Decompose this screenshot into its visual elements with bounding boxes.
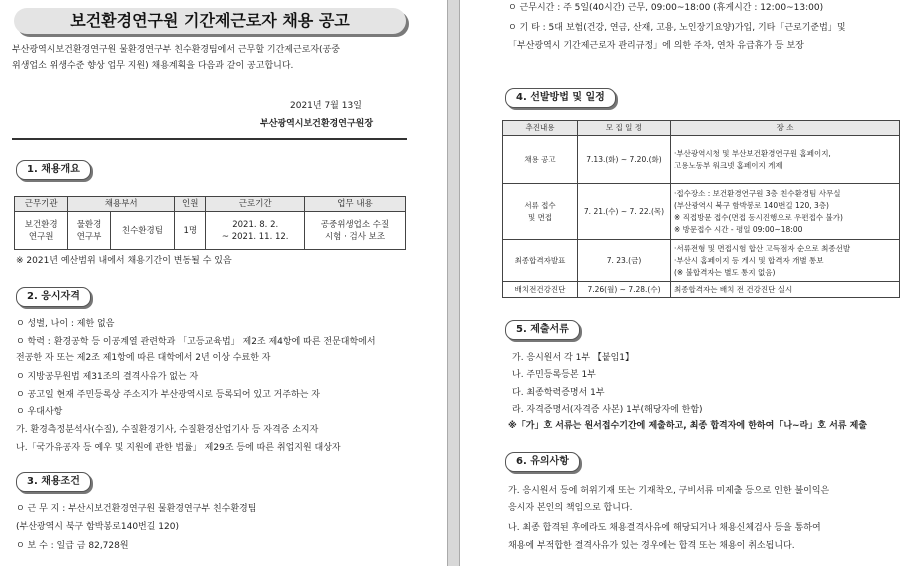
- caution-line: 가. 응시원서 등에 허위기재 또는 기재착오, 구비서류 미제출 등으로 인한 불이익은: [508, 486, 830, 496]
- table-cell: 7. 21.(수) ~ 7. 22.(목): [578, 184, 671, 240]
- table-cell: 보건환경 연구원: [15, 212, 68, 250]
- qual-line: 나.「국가유공자 등 예우 및 지원에 관한 법률」 제29조 등에 따른 취업지원 대상자: [16, 443, 341, 453]
- table-cell: 배치전건강진단: [503, 282, 578, 298]
- table-cell: 7.13.(화) ~ 7.20.(화): [578, 136, 671, 184]
- qual-line: ㅇ 학력 : 환경공학 등 이공계열 관련학과 「고등교육법」 제2조 제4항에 따른 전문대학에서: [16, 337, 376, 347]
- condition-line: (부산광역시 북구 함박봉로140번길 120): [16, 522, 179, 532]
- note-budget: ※ 2021년 예산범위 내에서 채용기간이 변동될 수 있음: [16, 256, 232, 266]
- section-heading-conditions: 3. 채용조건: [16, 472, 91, 492]
- notice-title: 보건환경연구원 기간제근로자 채용 공고: [14, 8, 406, 34]
- document-page-right: [460, 0, 908, 566]
- caution-line: 채용에 부적합한 결격사유가 있는 경우에는 합격 또는 채용이 취소됩니다.: [508, 541, 795, 551]
- section-heading-cautions: 6. 유의사항: [505, 452, 580, 472]
- table-header: 근무기관: [15, 197, 68, 212]
- qual-line: ㅇ 성별, 나이 : 제한 없음: [16, 319, 115, 329]
- document-item: 다. 최종학력증명서 1부: [512, 388, 605, 398]
- table-cell: 7.26(월) ~ 7.28.(수): [578, 282, 671, 298]
- etc-line-1: ㅇ 기 타 : 5대 보험(건강, 연금, 산재, 고용, 노인장기요양)가입, 기타「근로기준법」및: [508, 23, 846, 33]
- table-cell: ·부산광역시청 및 부산보건환경연구원 홈페이지, 고용노동부 워크넷 홈페이지 게제: [671, 136, 900, 184]
- table-cell: ·서류전형 및 면접시험 합산 고득점자 순으로 최종선발 ·부산시 홈페이지 등 게시 및 합격자 개별 통보 (※ 불합격자는 별도 통지 없음): [671, 240, 900, 282]
- table-header: 근로기간: [206, 197, 305, 212]
- condition-line: ㅇ 근 무 지 : 부산시보건환경연구원 물환경연구부 친수환경팀: [16, 504, 257, 514]
- qual-line: ㅇ 우대사항: [16, 407, 63, 417]
- documents-note: ※「가」호 서류는 원서접수기간에 제출하고, 최종 합격자에 한하여「나~라」호 서류 제출: [508, 421, 867, 431]
- schedule-table: [502, 120, 900, 298]
- etc-line-2: 「부산광역시 기간제근로자 관리규정」에 의한 주차, 연차 유급휴가 등 보장: [508, 41, 804, 51]
- table-cell: 물환경 연구부: [68, 212, 110, 250]
- table-header: 업무 내용: [305, 197, 406, 212]
- condition-line: ㅇ 보 수 : 일급 금 82,728원: [16, 541, 129, 551]
- caution-line: 나. 최종 합격된 후에라도 채용결격사유에 해당되거나 채용신체검사 등을 통하여: [508, 523, 821, 533]
- document-item: 가. 응시원서 각 1부 【붙임1】: [512, 353, 635, 363]
- table-header: 채용부서: [68, 197, 175, 212]
- table-cell: ·접수장소 : 보건환경연구원 3층 친수환경팀 사무실 (부산광역시 북구 함박봉로 140번길 120, 3층) ※ 직접방문 접수(면접 동시진행으로 우편접수 불가) ※ 방문접수 시간 - 평일 09:00~18:00: [671, 184, 900, 240]
- section-heading-qualifications: 2. 응시자격: [16, 287, 91, 307]
- work-hours: ㅇ 근무시간 : 주 5일(40시간) 근무, 09:00~18:00 (휴게시간 : 12:00~13:00): [508, 3, 824, 13]
- table-cell: 최종합격자는 배치 전 건강진단 실시: [671, 282, 900, 298]
- table-cell: 2021. 8. 2. ~ 2021. 11. 12.: [206, 212, 305, 250]
- table-header: 인원: [175, 197, 206, 212]
- table-cell: 서류 접수 및 면접: [503, 184, 578, 240]
- qual-line: ㅇ 공고일 현재 주민등록상 주소지가 부산광역시로 등록되어 있고 거주하는 자: [16, 390, 320, 400]
- section-heading-overview: 1. 채용개요: [16, 160, 91, 180]
- divider: [12, 138, 407, 140]
- table-cell: 7. 23.(금): [578, 240, 671, 282]
- table-cell: 1명: [175, 212, 206, 250]
- document-page-left: [0, 0, 447, 566]
- table-header: 추진내용: [503, 121, 578, 136]
- qual-line: 가. 환경측정분석사(수질), 수질환경기사, 수질환경산업기사 등 자격증 소지자: [16, 425, 319, 435]
- page-gap-scrollbar[interactable]: [447, 0, 460, 566]
- table-cell: 채용 공고: [503, 136, 578, 184]
- notice-date: 2021년 7월 13일: [290, 101, 362, 111]
- notice-issuer: 부산광역시보건환경연구원장: [260, 119, 374, 129]
- table-header: 장 소: [671, 121, 900, 136]
- table-cell: 최종합격자발표: [503, 240, 578, 282]
- document-item: 라. 자격증명서(자격증 사본) 1부(해당자에 한함): [512, 405, 703, 415]
- section-heading-documents: 5. 제출서류: [505, 320, 580, 340]
- intro-line-2: 위생업소 위생수준 향상 업무 지원) 채용계획을 다음과 같이 공고합니다.: [12, 61, 294, 71]
- qual-line: 전공한 자 또는 제2조 제1항에 따른 대학에서 2년 이상 수료한 자: [16, 353, 271, 363]
- intro-line-1: 부산광역시보건환경연구원 물환경연구부 친수환경팀에서 근무할 기간제근로자(공중: [12, 45, 340, 55]
- overview-table: [14, 196, 406, 250]
- qual-line: ㅇ 지방공무원법 제31조의 결격사유가 없는 자: [16, 372, 199, 382]
- table-header: 모 집 일 정: [578, 121, 671, 136]
- table-cell: 친수환경팀: [110, 212, 174, 250]
- caution-line: 응시자 본인의 책임으로 합니다.: [508, 503, 633, 513]
- table-cell: 공중위생업소 수질 시험 · 검사 보조: [305, 212, 406, 250]
- section-heading-schedule: 4. 선발방법 및 일정: [505, 88, 616, 108]
- document-item: 나. 주민등록등본 1부: [512, 370, 596, 380]
